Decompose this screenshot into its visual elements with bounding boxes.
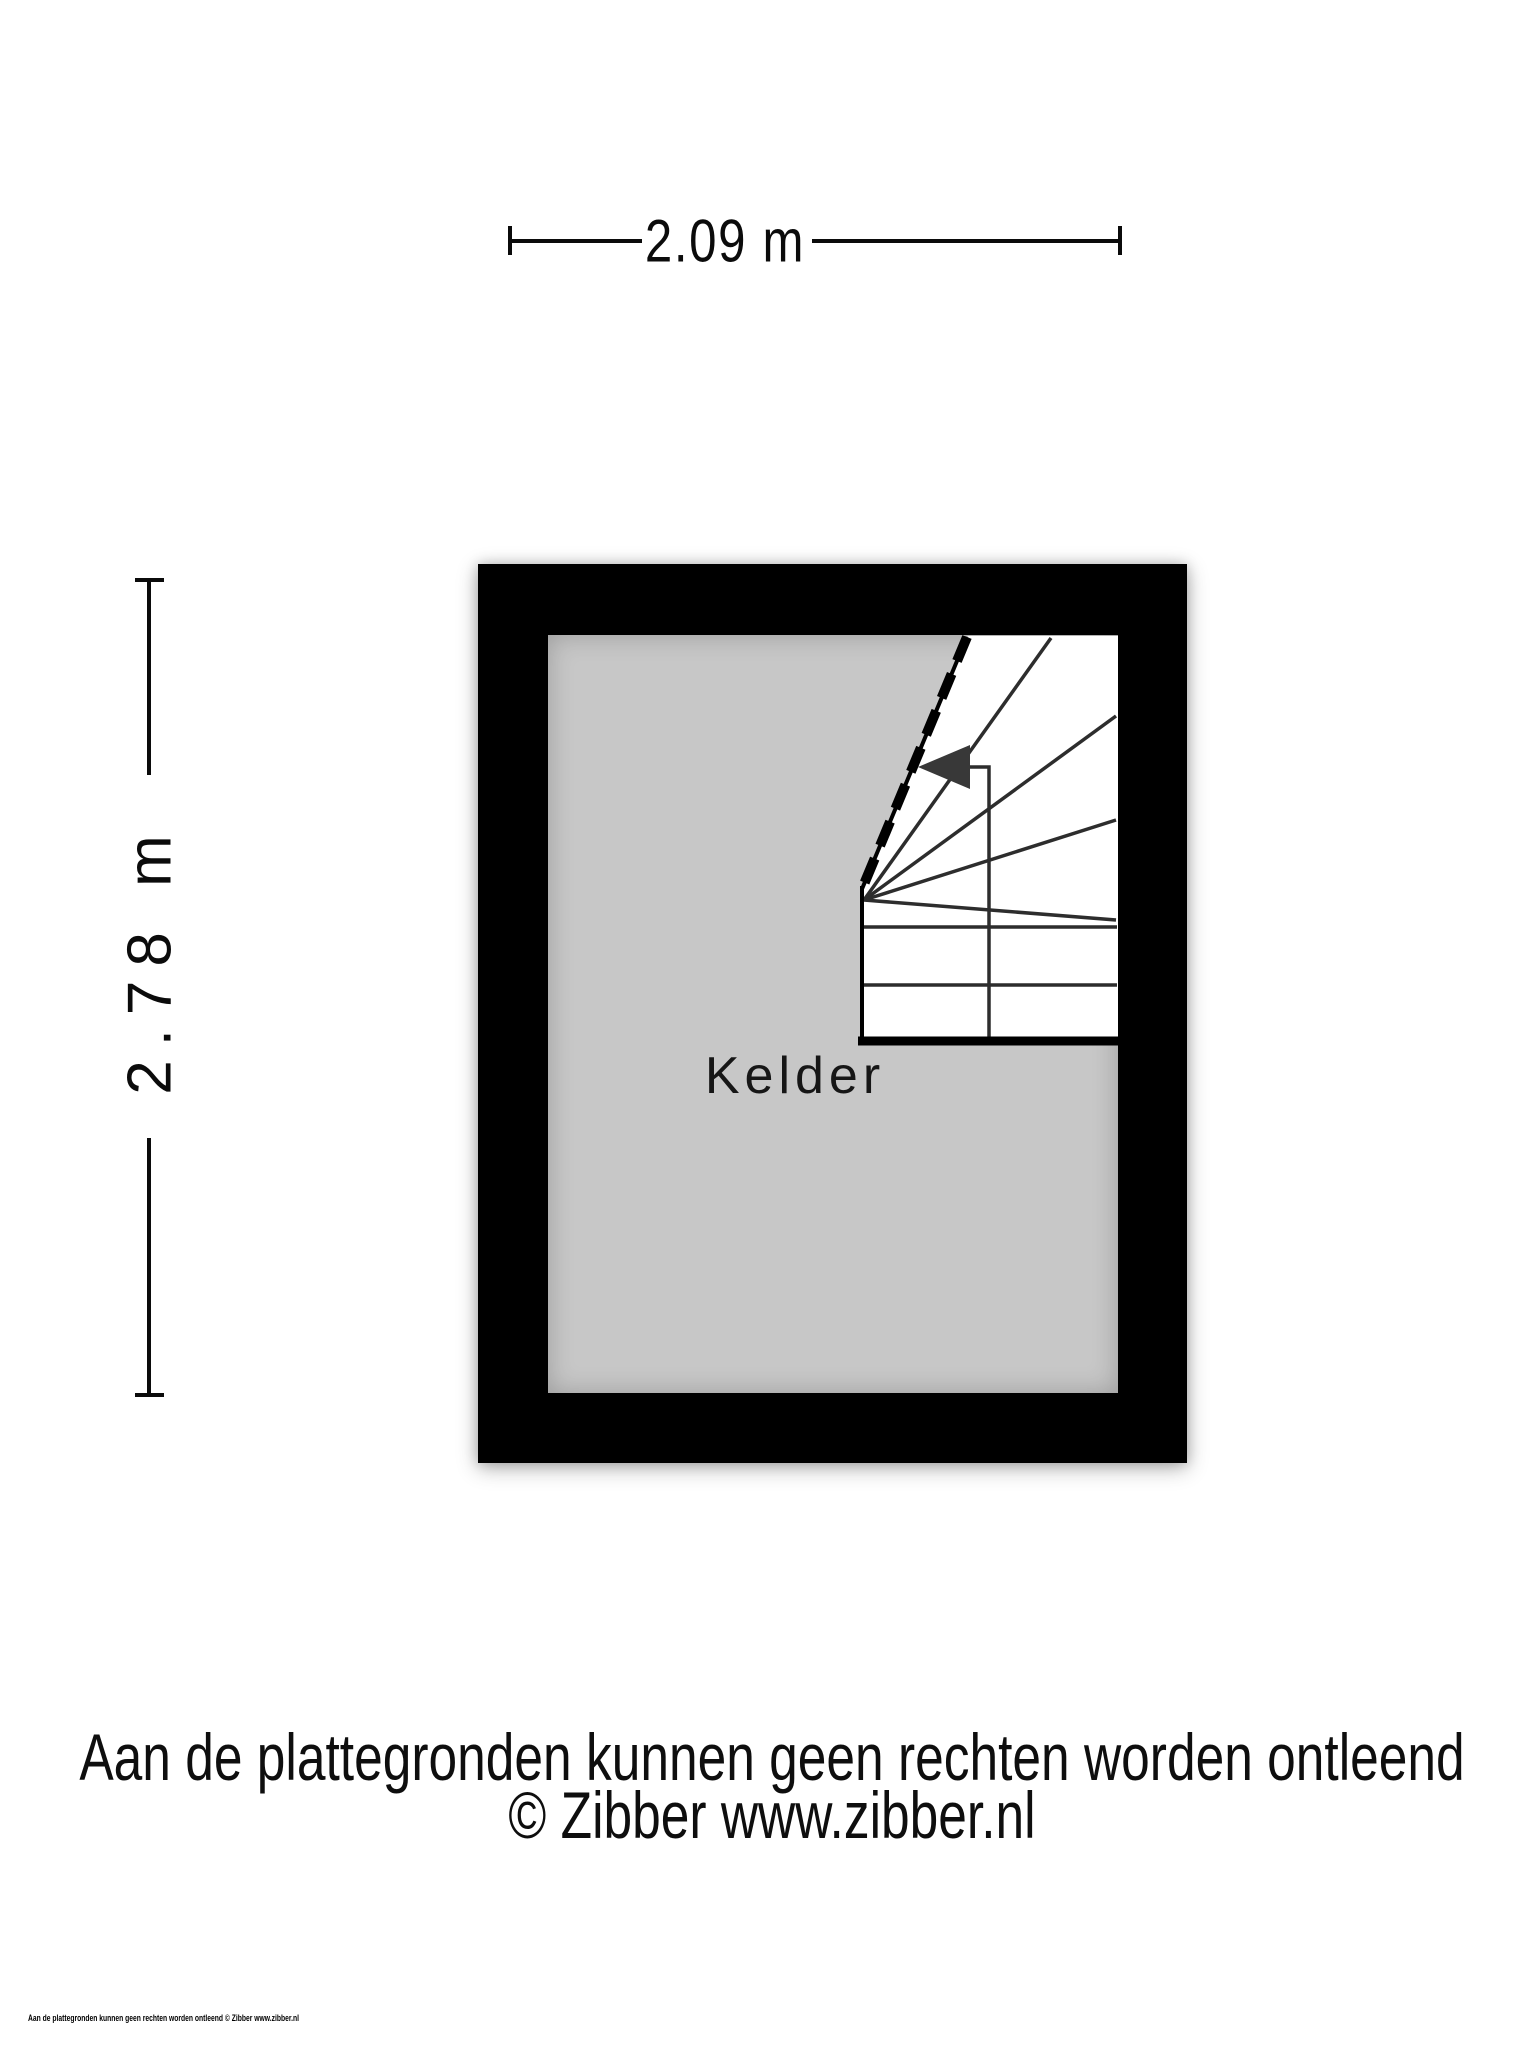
top-dimension-left-line — [511, 239, 642, 243]
left-dimension-top-line — [147, 581, 151, 775]
left-dimension-label: 2.78 m — [115, 821, 185, 1095]
disclaimer-text: Aan de plattegronden kunnen geen rechten worden ontleend — [79, 1720, 1465, 1794]
top-dimension-right-line — [812, 239, 1120, 243]
micro-footer-text: Aan de plattegronden kunnen geen rechten worden ontleend © Zibber www.zibber.nl — [28, 2013, 300, 2023]
copyright-text: © Zibber www.zibber.nl — [508, 1778, 1036, 1852]
left-dimension-bottom-tick — [135, 1393, 164, 1397]
plan-outline-walls — [478, 564, 1187, 1463]
top-dimension-right-tick — [1118, 226, 1122, 255]
left-dimension-bottom-line — [147, 1138, 151, 1393]
top-dimension-label: 2.09 m — [644, 207, 806, 275]
room-floor — [548, 635, 1118, 1393]
room-label: Kelder — [704, 1047, 886, 1105]
